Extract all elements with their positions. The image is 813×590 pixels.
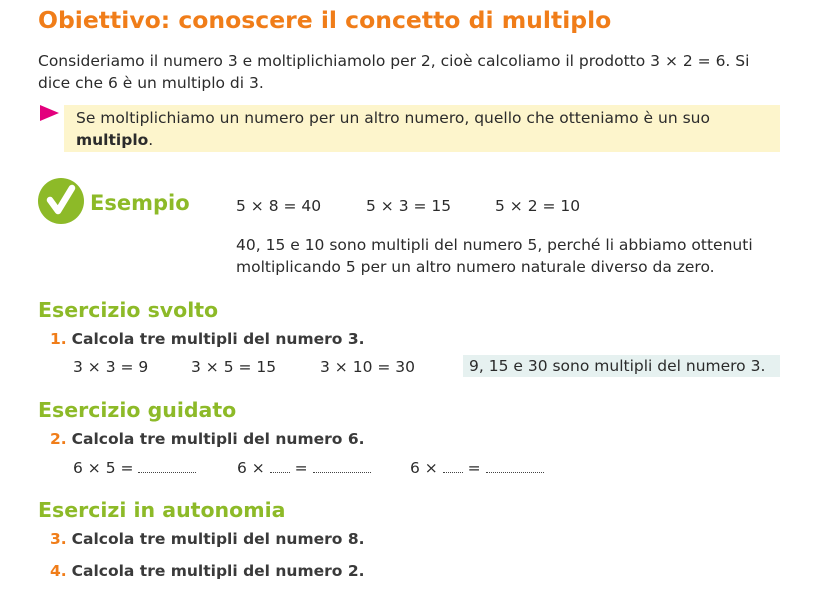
guided-equation-3 [410,459,544,477]
example-note [236,234,753,278]
definition-keyword: multiplo [76,131,149,149]
definition-box [64,105,780,152]
guided-prefix: 6 × [410,459,438,477]
solved-answer-box: 9, 15 e 30 sono multipli del numero 3. [463,355,780,377]
example-equation-1: 5 × 8 = 40 [236,197,322,215]
exercise-1 [50,330,365,348]
equals-sign: = [294,459,308,477]
exercise-number: 2. [50,430,67,448]
solved-equation-1: 3 × 3 = 9 [73,358,149,376]
example-note-line-1: 40, 15 e 10 sono multipli del numero 5, perché li abbiamo ottenuti [236,236,753,254]
exercise-task: Calcola tre multipli del numero 6. [71,430,365,448]
exercise-task: Calcola tre multipli del numero 8. [71,530,365,548]
section-heading-autonomia: Esercizi in autonomia [38,498,286,522]
definition-text: Se moltiplichiamo un numero per un altro numero, quello che otteniamo è un suo [76,109,710,127]
definition-end: . [148,131,154,149]
checkmark-icon [38,178,84,224]
exercise-task: Calcola tre multipli del numero 3. [71,330,365,348]
page-title: Obiettivo: conoscere il concetto di multiplo [38,6,612,34]
example-label: Esempio [90,191,190,215]
factor-blank[interactable] [270,460,290,473]
intro-paragraph: Consideriamo il numero 3 e moltiplichiamolo per 2, cioè calcoliamo il prodotto 3 × 2 = 6. Si dice che 6 è un multiplo di 3. [38,52,750,92]
exercise-number: 1. [50,330,67,348]
factor-blank[interactable] [443,460,463,473]
triangle-pointer-icon [40,105,59,121]
solved-equation-3: 3 × 10 = 30 [320,358,415,376]
answer-blank[interactable] [486,460,544,473]
answer-blank[interactable] [138,460,196,473]
solved-equation-2: 3 × 5 = 15 [191,358,277,376]
example-equation-3: 5 × 2 = 10 [495,197,581,215]
example-note-line-2: moltiplicando 5 per un altro numero naturale diverso da zero. [236,258,715,276]
exercise-4 [50,562,365,580]
section-heading-svolto: Esercizio svolto [38,298,219,322]
exercise-2 [50,430,365,448]
section-heading-guidato: Esercizio guidato [38,398,237,422]
equals-sign: = [467,459,481,477]
guided-equation-2 [237,459,371,477]
guided-prefix: 6 × [237,459,265,477]
exercise-3 [50,530,365,548]
guided-prefix: 6 × 5 = [73,459,134,477]
exercise-task: Calcola tre multipli del numero 2. [71,562,365,580]
answer-blank[interactable] [313,460,371,473]
guided-equation-1 [73,459,196,477]
exercise-number: 3. [50,530,67,548]
example-equation-2: 5 × 3 = 15 [366,197,452,215]
exercise-number: 4. [50,562,67,580]
